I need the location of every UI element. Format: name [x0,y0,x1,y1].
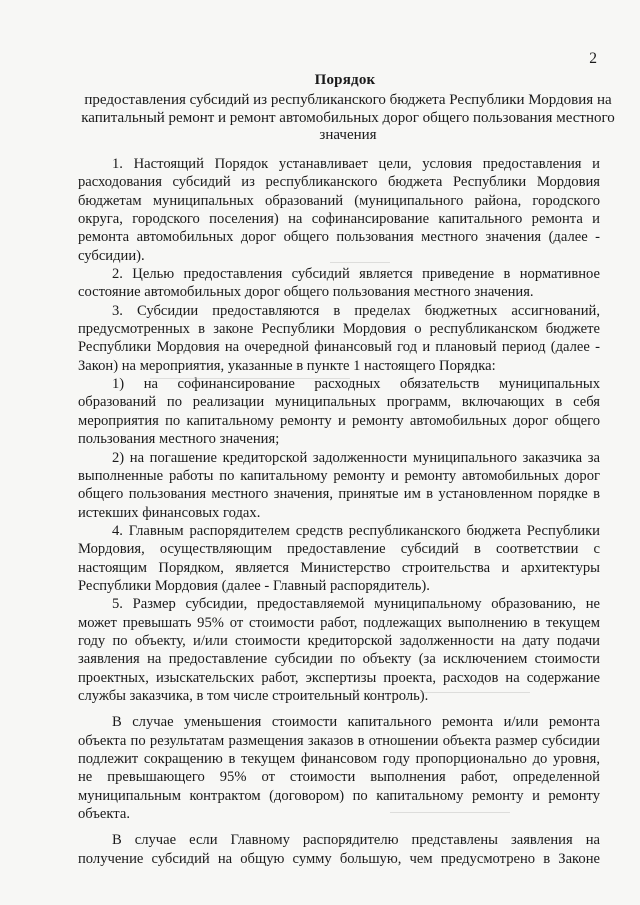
paragraph-1: 1. Настоящий Порядок устанавливает цели, условия предоставления и расходования субсидий из республиканского бюджета Республики Мордовия бюджетам муниципальных образований (муниципального района, городского округа, городского поселения) на софинансирование капитального ремонта и ремонта автомобильных дорог общего пользования местного значения (далее - субсидии). [78,156,600,264]
paragraph-5-excess-requests: В случае если Главному распорядителю представлены заявления на получение субсидий на общую сумму большую, чем предусмотрено в Законе [78,832,600,867]
page-number: 2 [589,50,597,67]
scan-artifact [330,262,390,263]
paragraph-5: 5. Размер субсидии, предоставляемой муниципальному образованию, не может превышать 95% от стоимости работ, подлежащих выполнению в текущем году по объекту, и/или стоимости кредиторской задолженности на дату подачи заявления на предоставление субсидии по объекту (за исключением стоимости проектных, изыскательских работ, экспертизы проекта, расходов на содержание службы заказчика, в том числе строительный контроль). [78,596,600,704]
paragraph-5-reduction: В случае уменьшения стоимости капитального ремонта и/или ремонта объекта по результатам размещения заказов в отношении объекта размер субсидии подлежит сокращению в текущем финансовом году пропорционально до уровня, не превышающего 95% от стоимости выполнения работ, определенной муниципальным контрактом (договором) по капитальному ремонту и ремонту объекта. [78,714,600,823]
paragraph-3-item-2: 2) на погашение кредиторской задолженности муниципального заказчика за выполненные работы по капитальному ремонту и ремонту автомобильных дорог общего пользования местного значения, принятые им в установленном порядке в истекших финансовых годах. [78,449,600,521]
document-subtitle: предоставления субсидий из республиканского бюджета Республики Мордовия на капитальный ремонт и ремонт автомобильных дорог общего пользования местного значения [81,92,615,143]
paragraph-2: 2. Целью предоставления субсидий является приведение в нормативное состояние автомобильных дорог общего пользования местного значения. [78,266,600,301]
scan-artifact [390,812,510,813]
paragraph-3: 3. Субсидии предоставляются в пределах бюджетных ассигнований, предусмотренных в законе Республики Мордовия о республиканском бюджете Республики Мордовия на очередной финансовый год и плановый период (далее - Закон) на мероприятия, указанные в пункте 1 настоящего Порядка: [78,302,600,374]
paragraph-4: 4. Главным распорядителем средств республиканского бюджета Республики Мордовия, осуществляющим предоставление субсидий в соответствии с настоящим Порядком, является Министерство строительства и архитектуры Республики Мордовия (далее - Главный распорядитель). [78,522,600,594]
document-title: Порядок [314,72,376,88]
scan-artifact [150,378,350,379]
scan-artifact [420,692,530,693]
paragraph-3-item-1: 1) на софинансирование расходных обязательств муниципальных образований по реализации муниципальных программ, включающих в себя мероприятия по капитальному ремонту и ремонту автомобильных дорог общего пользования местного значения; [78,376,600,448]
